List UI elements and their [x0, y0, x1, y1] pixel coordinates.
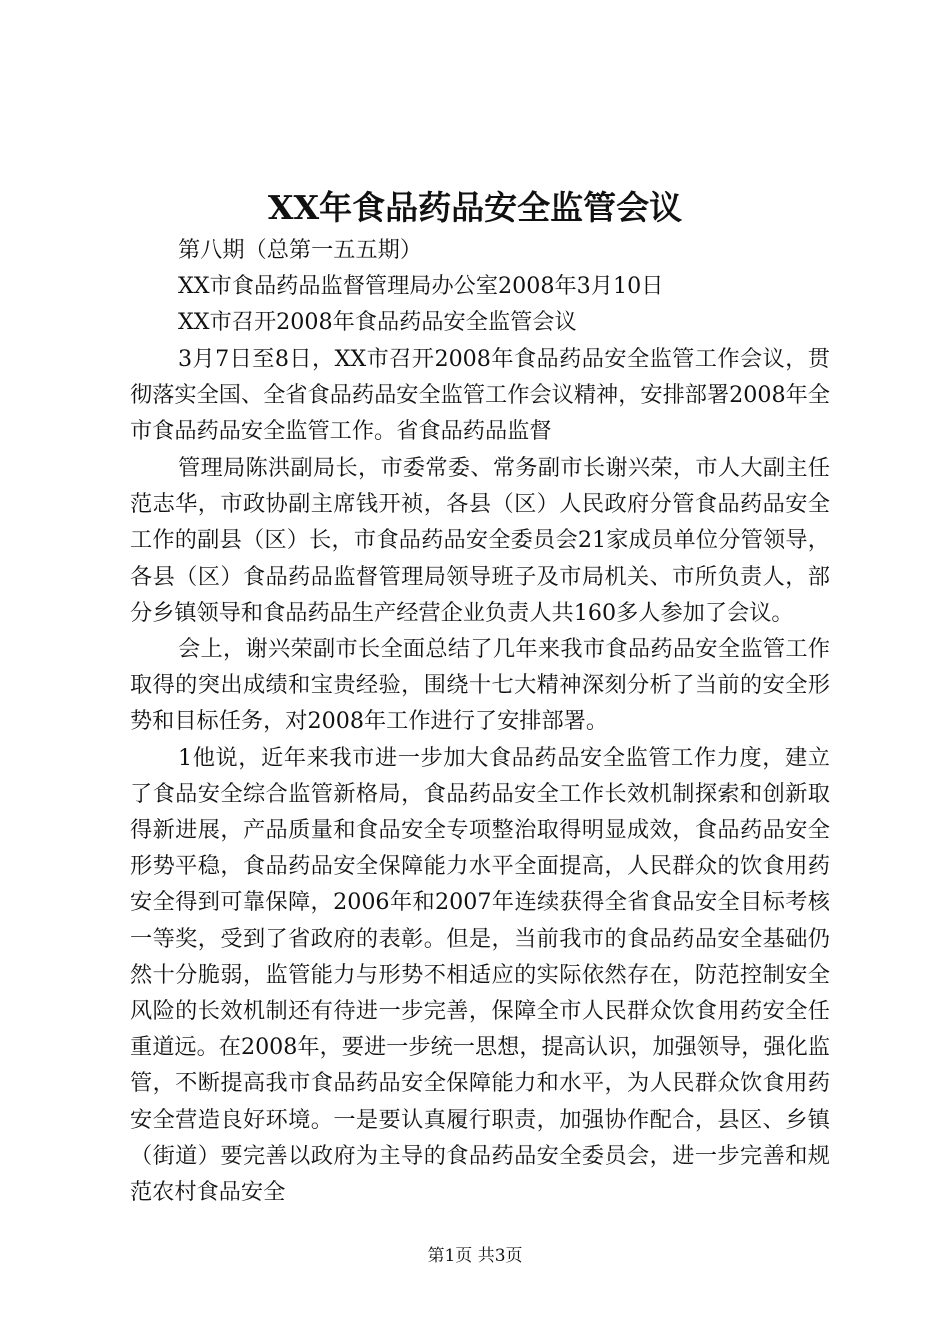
text-block-top — [130, 232, 830, 449]
issue-number: 第八期（总第一五五期） — [178, 237, 423, 263]
document-title: XX年食品药品安全监管会议 — [267, 188, 683, 227]
paragraph: 3月7日至8日，XX市召开2008年食品药品安全监管工作会议，贯彻落实全国、全省食品药品安全监管工作会议精神，安排部署2008年全市食品药品安全监管工作。省食品药品监督 — [130, 345, 830, 445]
paragraph: 会上，谢兴荣副市长全面总结了几年来我市食品药品安全监管工作取得的突出成绩和宝贵经验，围绕十七大精神深刻分析了当前的安全形势和目标任务，对2008年工作进行了安排部署。 — [130, 636, 830, 735]
paragraph: 管理局陈洪副局长，市委常委、常务副市长谢兴荣，市人大副主任范志华，市政协副主席钱开祯，各县（区）人民政府分管食品药品安全工作的副县（区）长，市食品药品安全委员会21家成员单位分管领导，各县（区）食品药品监督管理局领导班子及市局机关、市所负责人，部分乡镇领导和食品药品生产经营企业负责人共160多人参加了会议。 — [130, 455, 830, 626]
article-heading: XX市召开2008年食品药品安全监管会议 — [178, 309, 577, 336]
paragraph: 1他说，近年来我市进一步加大食品药品安全监管工作力度，建立了食品安全综合监管新格局，食品药品安全工作长效机制探索和创新取得新进展，产品质量和食品安全专项整治取得明显成效，食品药品安全形势平稳，食品药品安全保障能力水平全面提高，人民群众的饮食用药安全得到可靠保障，2006年和2007年连续获得全省食品安全目标考核一等奖，受到了省政府的表彰。但是，当前我市的食品药品安全基础仍然十分脆弱，监管能力与形势不相适应的实际依然存在，防范控制安全风险的长效机制还有待进一步完善，保障全市人民群众饮食用药安全任重道远。在2008年，要进一步统一思想，提高认识，加强领导，强化监管，不断提高我市食品药品安全保障能力和水平，为人民群众饮食用药安全营造良好环境。一是要认真履行职责，加强协作配合，县区、乡镇（街道）要完善以政府为主导的食品药品安全委员会，进一步完善和规范农村食品安全 — [130, 744, 830, 1206]
page-footer: 第1页 共3页 — [427, 1246, 523, 1266]
text-block-main — [130, 450, 830, 1210]
issuer-date: XX市食品药品监督管理局办公室2008年3月10日 — [178, 273, 664, 300]
